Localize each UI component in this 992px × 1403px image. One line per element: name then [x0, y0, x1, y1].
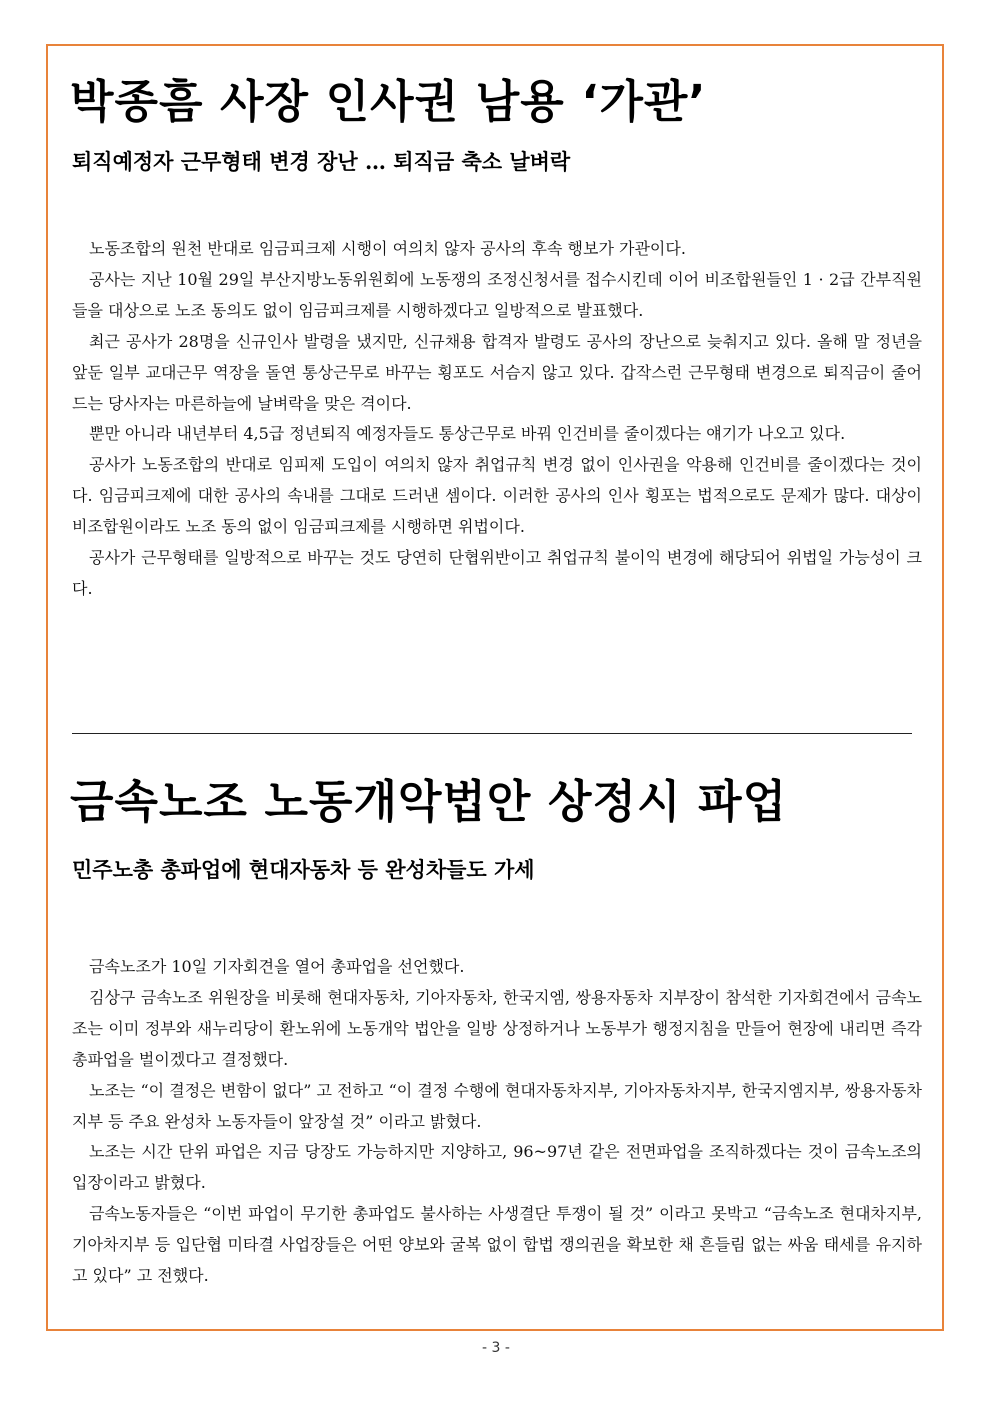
article-1-subhead: 퇴직예정자 근무형태 변경 장난 … 퇴직금 축소 날벼락 [72, 149, 571, 174]
article-1-headline: 박종흠 사장 인사권 남용 ‘가관’ [70, 75, 707, 128]
paragraph: 노동조합의 원천 반대로 임금피크제 시행이 여의치 않자 공사의 후속 행보가 가관이다. [89, 239, 686, 258]
paragraph: 금속노조가 10일 기자회견을 열어 총파업을 선언했다. [89, 957, 465, 976]
paragraph: 김상구 금속노조 위원장을 비롯해 현대자동차, 기아자동차, 한국지엠, 쌍용자동차 지부장이 참석한 기자회견에서 금속노조는 이미 정부와 새누리당이 환노위에 노동개악 법안을 일방 상정하거나 노동부가 행정지침을 만들어 현장에 내리면 즉각 총파업을 벌이겠다고 결정했다. [72, 987, 922, 1069]
paragraph: 최근 공사가 28명을 신규인사 발령을 냈지만, 신규채용 합격자 발령도 공사의 장난으로 늦춰지고 있다. 올해 말 정년을 앞둔 일부 교대근무 역장을 돌연 통상근무로 바꾸는 횡포도 서슴지 않고 있다. 갑작스런 근무형태 변경으로 퇴직금이 줄어드는 당사자는 마른하늘에 날벼락을 맞은 격이다. [72, 331, 922, 413]
paragraph: 금속노동자들은 “이번 파업이 무기한 총파업도 불사하는 사생결단 투쟁이 될 것” 이라고 못박고 “금속노조 현대차지부, 기아차지부 등 입단협 미타결 사업장들은 어떤 양보와 굴복 없이 합법 쟁의권을 확보한 채 흔들림 없는 싸움 태세를 유지하고 있다” 고 전했다. [72, 1204, 922, 1286]
paragraph: 뿐만 아니라 내년부터 4,5급 정년퇴직 예정자들도 통상근무로 바꿔 인건비를 줄이겠다는 얘기가 나오고 있다. [89, 424, 846, 444]
article-2-headline: 금속노조 노동개악법안 상정시 파업 [70, 775, 788, 828]
page-number: - 3 - [482, 1340, 510, 1356]
paragraph: 공사가 근무형태를 일방적으로 바꾸는 것도 당연히 단협위반이고 취업규칙 불이익 변경에 해당되어 위법일 가능성이 크다. [72, 548, 922, 598]
section-divider [72, 733, 912, 734]
paragraph: 공사는 지난 10월 29일 부산지방노동위원회에 노동쟁의 조정신청서를 접수시킨데 이어 비조합원들인 1 · 2급 간부직원들을 대상으로 노조 동의도 없이 임금피크제를 시행하겠다고 일방적으로 발표했다. [72, 269, 922, 320]
article-2-body [72, 952, 922, 1292]
paragraph: 공사가 노동조합의 반대로 임피제 도입이 여의치 않자 취업규칙 변경 없이 인사권을 악용해 인건비를 줄이겠다는 것이다. 임금피크제에 대한 공사의 속내를 그대로 드러낸 셈이다. 이러한 공사의 인사 횡포는 법적으로도 문제가 많다. 대상이 비조합원이라도 노조 동의 없이 임금피크제를 시행하면 위법이다. [72, 455, 922, 537]
article-1-body [72, 234, 922, 605]
paragraph: 노조는 시간 단위 파업은 지금 당장도 가능하지만 지양하고, 96~97년 같은 전면파업을 조직하겠다는 것이 금속노조의 입장이라고 밝혔다. [72, 1142, 922, 1193]
paragraph: 노조는 “이 결정은 변함이 없다” 고 전하고 “이 결정 수행에 현대자동차지부, 기아자동차지부, 한국지엠지부, 쌍용자동차지부 등 주요 완성차 노동자들이 앞장설 것” 이라고 밝혔다. [72, 1080, 922, 1131]
article-2-subhead: 민주노총 총파업에 현대자동차 등 완성차들도 가세 [72, 857, 535, 882]
